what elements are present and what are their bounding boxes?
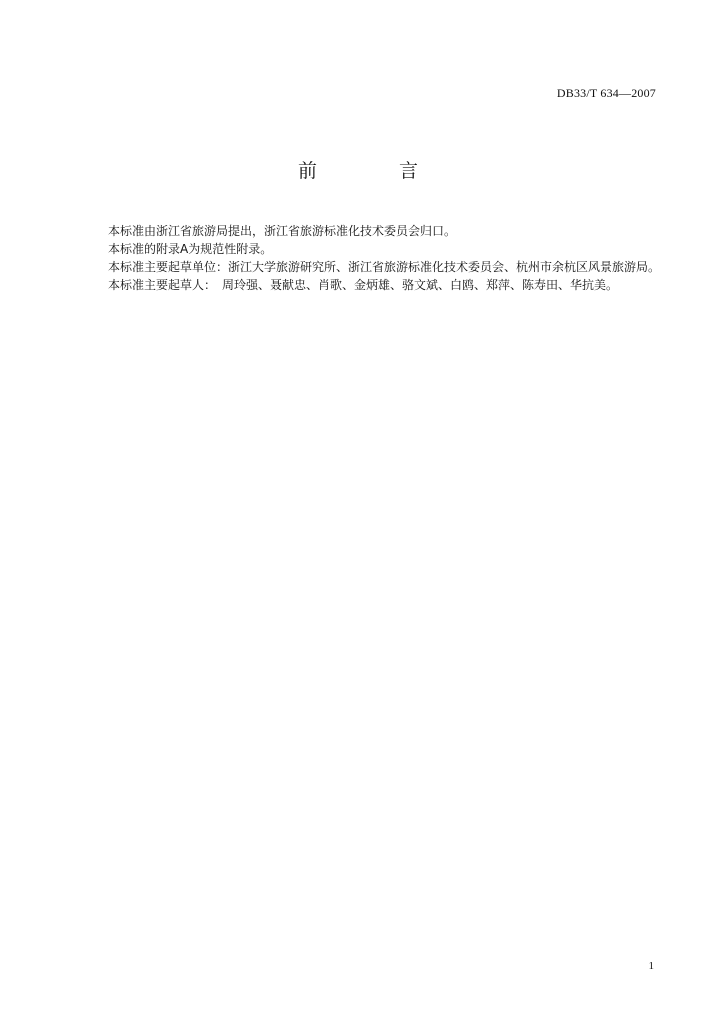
paragraph-drafting-units: 本标准主要起草单位：浙江大学旅游研究所、浙江省旅游标准化技术委员会、杭州市余杭区风景旅游局。 xyxy=(108,260,661,274)
document-code: DB33/T 634—2007 xyxy=(556,86,656,100)
page-title: 前 言 xyxy=(297,160,457,182)
paragraph-proposer: 本标准由浙江省旅游局提出，浙江省旅游标准化技术委员会归口。 xyxy=(108,224,457,238)
paragraph-appendix: 本标准的附录A为规范性附录。 xyxy=(108,242,273,256)
foreword-body xyxy=(84,222,660,294)
page-number: 1 xyxy=(648,960,654,972)
paragraph-drafters: 本标准主要起草人： 周玲强、聂献忠、肖歌、金炳雄、骆文斌、白鸥、郑萍、陈寿田、华抗美。 xyxy=(108,278,619,292)
